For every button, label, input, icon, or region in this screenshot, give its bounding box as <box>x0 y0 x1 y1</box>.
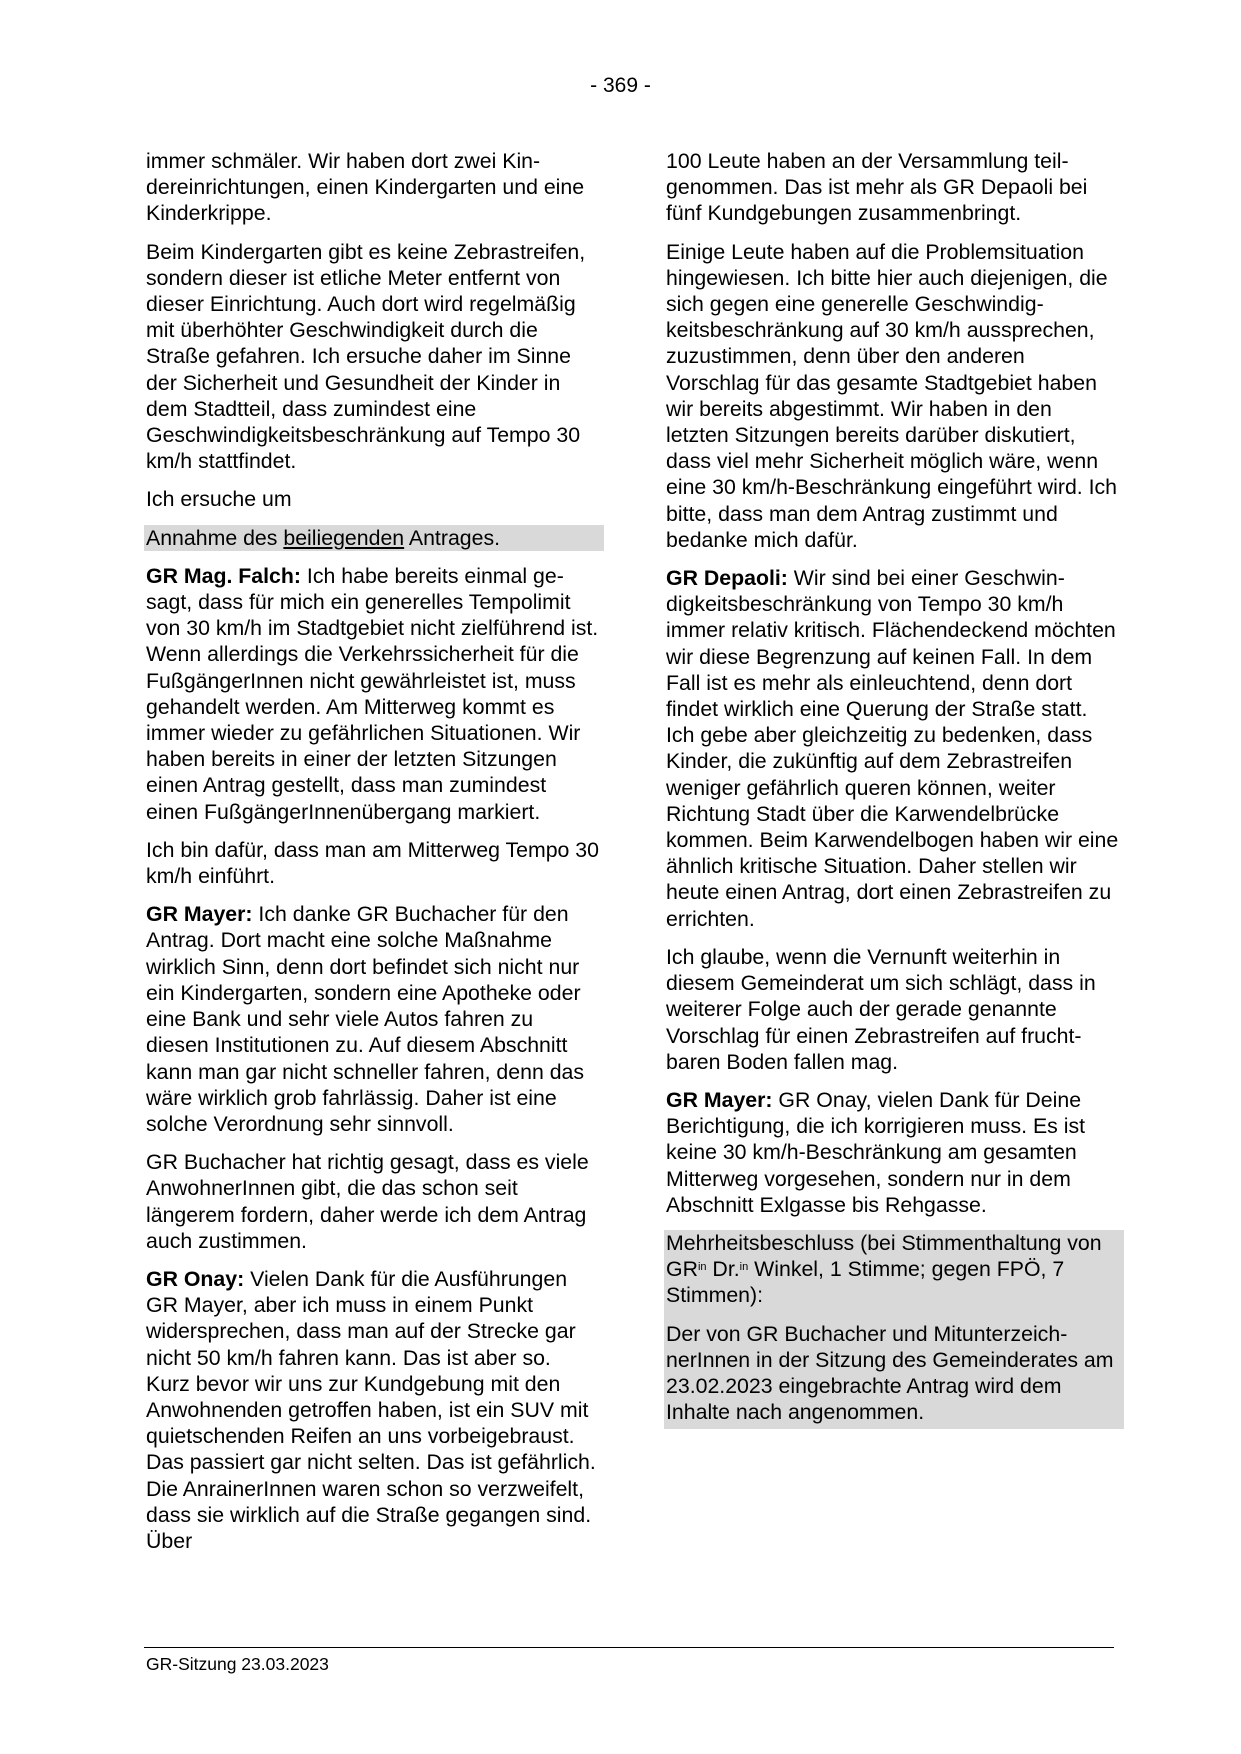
speech-text: Ich habe bereits einmal gesagt, dass für mich ein generelles Tempolimit von 30 km/h im Stadtgebiet nicht zielführend ist. Wenn allerdings die Verkehrssicherheit für die FußgängerInnen nicht gewährleistet ist, muss gehandelt werden. Am Mitterweg kommt es immer wieder zu gefährlichen Situationen. Wir haben bereits in einer der letzten Sitzungen einen Antrag gestellt, dass man zumindest einen FußgängerInnenübergang markiert. <box>146 563 599 824</box>
paragraph: Einige Leute haben auf die Problemsituation hingewiesen. Ich bitte hier auch diejenigen, die sich gegen eine generelle Geschwindigkeitsbeschränkung auf 30 km/h aussprechen, zuzustimmen, denn über den anderen Vorschlag für das gesamte Stadtgebiet haben wir bereits abgestimmt. Wir haben in den letzten Sitzungen bereits darüber diskutiert, dass viel mehr Sicherheit möglich wäre, wenn eine 30 km/h-Beschränkung eingeführt wird. Ich bitte, dass man dem Antrag zustimmt und bedanke mich dafür. <box>666 239 1118 552</box>
resolution-text: Dr. <box>706 1257 740 1282</box>
motion-underlined-word: beiliegenden <box>283 525 405 550</box>
speech-mayer-2 <box>666 1087 1120 1218</box>
resolution-vote <box>666 1230 1120 1321</box>
left-column <box>146 148 600 1566</box>
speech-text: GR Onay, vielen Dank für Deine Berichtigung, die ich korrigieren muss. Es ist keine 30 km/h-Beschränkung am gesamten Mitterweg vorgesehen, sondern nur in dem Abschnitt Exlgasse bis Rehgasse. <box>666 1087 1086 1217</box>
speech-falch <box>146 563 600 825</box>
speech-text: Vielen Dank für die Ausführungen GR Mayer, aber ich muss in einem Punkt widersprechen, dass man auf der Strecke gar nicht 50 km/h fahren kann. Das ist aber so. Kurz bevor wir uns zur Kundgebung mit den Anwohnenden getroffen haben, ist ein SUV mit quietschenden Reifen an uns vorbeigebraust. Das passiert gar nicht selten. Das ist gefährlich. Die AnrainerInnen waren schon so verzweifelt, dass sie wirklich auf die Straße gegangen sind. Über <box>146 1266 596 1553</box>
superscript: in <box>697 1261 707 1274</box>
resolution-decision: Der von GR Buchacher und MitunterzeichnerInnen in der Sitzung des Gemeinderates am 23.02.2023 eingebrachte Antrag wird dem Inhalte nach angenommen. <box>666 1321 1114 1425</box>
speech-text: Ich danke GR Buchacher für den Antrag. Dort macht eine solche Maßnahme wirklich Sinn, denn dort befindet sich nicht nur ein Kindergarten, sondern eine Apotheke oder eine Bank und sehr viele Autos fahren zu diesen Institutionen zu. Auf diesem Abschnitt kann man gar nicht schneller fahren, denn das wäre wirklich grob fahrlässig. Daher ist eine solche Verordnung sehr sinnvoll. <box>146 902 585 1136</box>
resolution-text: Mehrheitsbeschluss (bei Stimmenthaltung von GR <box>666 1230 1102 1282</box>
paragraph: immer schmäler. Wir haben dort zwei Kindereinrichtungen, einen Kindergarten und eine Kinderkrippe. <box>146 149 585 226</box>
speaker-name: GR Onay: <box>146 1266 245 1291</box>
superscript: in <box>739 1261 749 1274</box>
speaker-name: GR Mayer: <box>666 1087 773 1112</box>
paragraph: Ich ersuche um <box>146 487 292 512</box>
speaker-name: GR Mayer: <box>146 902 253 927</box>
paragraph: GR Buchacher hat richtig gesagt, dass es viele AnwohnerInnen gibt, die das schon seit längerem fordern, daher werde ich dem Antrag auch zustimmen. <box>146 1150 589 1253</box>
paragraph: 100 Leute haben an der Versammlung teilgenommen. Das ist mehr als GR Depaoli bei fünf Kundgebungen zusammenbringt. <box>666 149 1088 226</box>
paragraph: Beim Kindergarten gibt es keine Zebrastreifen, sondern dieser ist etliche Meter entfernt von dieser Einrichtung. Auch dort wird regelmäßig mit überhöhter Geschwindigkeit durch die Straße gefahren. Ich ersuche daher im Sinne der Sicherheit und Gesundheit der Kinder in dem Stadtteil, dass zumindest eine Geschwindigkeitsbeschränkung auf Tempo 30 km/h stattfindet. <box>146 239 586 474</box>
paragraph: Ich bin dafür, dass man am Mitterweg Tempo 30 km/h einführt. <box>146 837 599 889</box>
speech-text: Wir sind bei einer Geschwindigkeitsbeschränkung von Tempo 30 km/h immer relativ kritisch. Flächendeckend möchten wir diese Begrenzung auf keinen Fall. In dem Fall ist es mehr als einleuchtend, denn dort findet wirklich eine Querung der Straße statt. Ich gebe aber gleichzeitig zu bedenken, dass Kinder, die zukünftig auf dem Zebrastreifen weniger gefährlich queren können, weiter Richtung Stadt über die Karwendelbrücke kommen. Beim Karwendelbogen haben wir eine ähnlich kritische Situation. Daher stellen wir heute einen Antrag, dort einen Zebrastreifen zu errichten. <box>666 566 1119 931</box>
speech-depaoli <box>666 565 1120 932</box>
footer-session-date: GR-Sitzung 23.03.2023 <box>146 1654 329 1674</box>
speaker-name: GR Mag. Falch: <box>146 563 302 588</box>
speech-onay <box>146 1266 600 1554</box>
motion-text-pre: Annahme des <box>146 525 284 550</box>
footer-divider <box>144 1647 1114 1648</box>
right-column <box>666 148 1120 1429</box>
motion-text-post: Antrages. <box>404 525 501 550</box>
resolution-text: Winkel, 1 Stimme; gegen FPÖ, 7 Stimmen): <box>666 1257 1065 1308</box>
speaker-name: GR Depaoli: <box>666 566 788 591</box>
resolution-block <box>664 1230 1124 1429</box>
page-number: - 369 - <box>590 74 651 97</box>
paragraph: Ich glaube, wenn die Vernunft weiterhin in diesem Gemeinderat um sich schlägt, dass in weiterer Folge auch der gerade genannte Vorschlag für einen Zebrastreifen auf fruchtbaren Boden fallen mag. <box>666 944 1096 1074</box>
speech-mayer <box>146 901 600 1137</box>
motion-request <box>144 525 604 551</box>
